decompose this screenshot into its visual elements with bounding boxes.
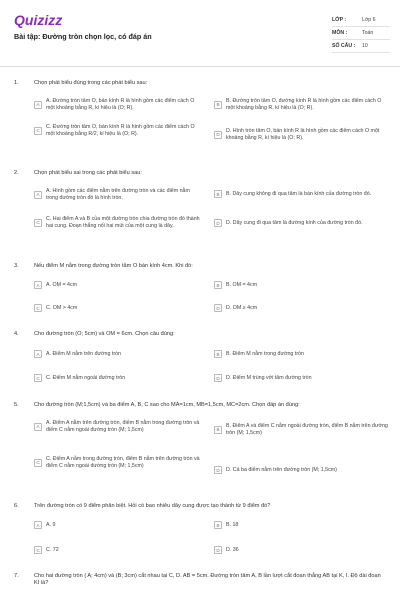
header-divider — [0, 66, 400, 67]
question-text: Cho đường tròn (O; 5cm) và OM = 6cm. Chọn câu đúng: — [34, 331, 175, 337]
question-text: Cho hai đường tròn ( A; 4cm) và (B; 3cm) cắt nhau tại C, D. AB = 5cm. Đường tròn tâm A, B lần lượt cắt đoạn thẳng AB tại K, I. Độ dài đoạn KI là? — [34, 573, 381, 587]
question-number: 4. — [14, 331, 19, 337]
option-letter-a: A — [34, 191, 42, 199]
question-number: 5. — [14, 402, 19, 408]
worksheet-title: Bài tập: Đường tròn chọn lọc, có đáp án — [14, 32, 152, 41]
option-b[interactable] — [214, 521, 390, 529]
option-b[interactable] — [214, 190, 390, 198]
meta-label: SỐ CÂU : — [332, 43, 356, 49]
option-letter-a: A — [34, 423, 42, 431]
option-d[interactable] — [214, 546, 390, 554]
option-a[interactable] — [34, 521, 202, 529]
worksheet-meta — [332, 14, 390, 53]
option-a[interactable] — [34, 420, 202, 434]
worksheet-header — [0, 0, 400, 64]
option-d[interactable] — [214, 219, 390, 227]
option-letter-b: B — [214, 190, 222, 198]
option-b[interactable] — [214, 423, 390, 437]
option-b[interactable] — [214, 350, 390, 358]
option-letter-c: C — [34, 304, 42, 312]
option-text: A. Hình gồm các điểm nằm trên đường tròn và các điểm nằm trong đường tròn đó là hình tròn. — [46, 188, 190, 201]
option-letter-c: C — [34, 127, 42, 135]
option-d[interactable] — [214, 128, 390, 142]
option-letter-b: B — [214, 426, 222, 434]
option-text: C. Điểm M nằm ngoài đường tròn — [46, 374, 126, 381]
option-text: A. Đường tròn tâm O, bán kính R là hình gồm các điểm cách O một khoảng bằng R, kí hiệu là (O; R). — [46, 98, 195, 111]
meta-value: Toán — [362, 30, 374, 36]
option-letter-c: C — [34, 219, 42, 227]
option-d[interactable] — [214, 374, 390, 382]
option-a[interactable] — [34, 98, 202, 112]
meta-question-count — [332, 40, 390, 53]
option-c[interactable] — [34, 546, 202, 554]
option-text: C. Đường tròn tâm O, bán kính R là hình gồm các điểm cách O một khoảng bằng R/2, kí hiệu là (O; R). — [46, 124, 195, 137]
question-number: 6. — [14, 503, 19, 509]
option-text: D. Điểm M trùng với tâm đường tròn — [226, 374, 312, 381]
question-text: Chọn phát biểu đúng trong các phát biểu sau: — [34, 80, 148, 86]
option-letter-d: D — [214, 131, 222, 139]
option-text: B. 18 — [226, 521, 239, 528]
meta-grade — [332, 14, 390, 27]
option-text: A. Điểm M nằm trên đường tròn — [46, 350, 122, 357]
option-letter-a: A — [34, 350, 42, 358]
meta-value: 10 — [362, 43, 368, 49]
option-text: D. OM ≥ 4cm — [226, 304, 258, 311]
meta-label: LỚP : — [332, 17, 347, 23]
option-text: C. Hai điểm A và B của một đường tròn chia đường tròn đó thành hai cung. Đoạn thẳng nối hai mút của một cung là dây. — [46, 216, 200, 229]
question-number: 7. — [14, 573, 19, 579]
option-letter-b: B — [214, 101, 222, 109]
option-letter-d: D — [214, 219, 222, 227]
option-text: B. OM = 4cm — [226, 281, 258, 288]
option-text: D. Cả ba điểm nằm trên đường tròn (M; 1,5cm) — [226, 466, 337, 473]
option-letter-c: C — [34, 459, 42, 467]
option-d[interactable] — [214, 466, 390, 474]
option-text: C. Điểm A nằm trong đường tròn, điểm B nằm trên đường tròn và điểm C nằm ngoài đường tròn (M; 1,5cm) — [46, 456, 200, 469]
option-letter-a: A — [34, 521, 42, 529]
quizizz-logo — [14, 12, 94, 28]
option-text: C. 72 — [46, 546, 59, 553]
option-text: B. Điểm M nằm trong đường tròn — [226, 350, 304, 357]
option-a[interactable] — [34, 350, 202, 358]
question-text: Trên đường tròn có 9 điểm phân biệt. Hỏi có bao nhiêu dây cung được tạo thành từ 9 điểm đó? — [34, 503, 271, 509]
option-letter-d: D — [214, 304, 222, 312]
meta-value: Lớp 6 — [362, 17, 376, 23]
option-letter-d: D — [214, 374, 222, 382]
option-c[interactable] — [34, 374, 202, 382]
option-c[interactable] — [34, 304, 202, 312]
option-d[interactable] — [214, 304, 390, 312]
option-text: D. 36 — [226, 546, 239, 553]
question-number: 3. — [14, 263, 19, 269]
option-text: A. Điểm A nằm trên đường tròn, điểm B nằm trong đường tròn và điểm C nằm ngoài đường tròn (M; 1,5cm) — [46, 420, 200, 433]
option-text: C. OM > 4cm — [46, 304, 78, 311]
option-letter-a: A — [34, 281, 42, 289]
option-b[interactable] — [214, 281, 390, 289]
option-text: B. Đường tròn tâm O, đường kính R là hình gồm các điểm cách O một khoảng bằng R, kí hiệu là (O; R). — [226, 98, 382, 111]
option-letter-c: C — [34, 546, 42, 554]
meta-subject — [332, 27, 390, 40]
meta-label: MÔN : — [332, 30, 348, 36]
option-a[interactable] — [34, 281, 202, 289]
option-c[interactable] — [34, 124, 202, 138]
option-text: D. Dây cung đi qua tâm là đường kính của đường tròn đó. — [226, 219, 363, 226]
option-letter-c: C — [34, 374, 42, 382]
question-text: Nếu điểm M nằm trong đường tròn tâm O bán kính 4cm. Khi đó: — [34, 263, 193, 269]
option-c[interactable] — [34, 216, 202, 230]
option-letter-b: B — [214, 281, 222, 289]
option-text: B. Điểm A và điểm C nằm ngoài đường tròn, điểm B nằm trên đường tròn (M; 1,5cm) — [226, 423, 388, 436]
svg-text:Quizizz: Quizizz — [14, 12, 63, 28]
question-text: Cho đường tròn (M;1,5cm) và ba điểm A, B, C sao cho MA=1cm, MB=1,5cm, MC=2cm. Chọn đáp án đúng: — [34, 402, 300, 408]
question-number: 1. — [14, 80, 19, 86]
option-letter-b: B — [214, 521, 222, 529]
option-letter-d: D — [214, 466, 222, 474]
option-letter-d: D — [214, 546, 222, 554]
option-text: D. Hình tròn tâm O, bán kính R là hình gồm các điểm cách O một khoảng bằng R, kí hiệu là (O; R). — [226, 128, 380, 141]
option-c[interactable] — [34, 456, 202, 470]
question-number: 2. — [14, 170, 19, 176]
option-text: A. OM = 4cm — [46, 281, 78, 288]
option-b[interactable] — [214, 98, 390, 112]
option-text: B. Dây cung không đi qua tâm là bán kính của đường tròn đó. — [226, 190, 372, 197]
question-text: Chọn phát biểu sai trong các phát biểu sau: — [34, 170, 142, 176]
option-a[interactable] — [34, 188, 202, 202]
option-letter-b: B — [214, 350, 222, 358]
option-text: A. 9 — [46, 521, 56, 528]
option-letter-a: A — [34, 101, 42, 109]
